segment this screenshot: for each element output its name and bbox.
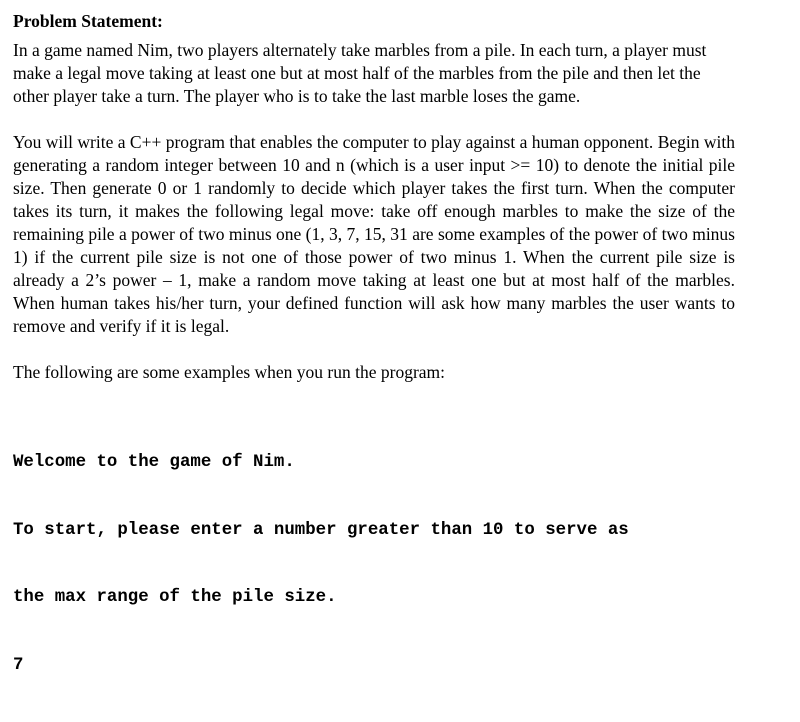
console-line-user-input: 7	[13, 655, 24, 675]
problem-statement-heading: Problem Statement:	[13, 11, 163, 31]
document-body	[13, 10, 735, 722]
console-line-welcome: Welcome to the game of Nim.	[13, 453, 295, 472]
intro-paragraph: In a game named Nim, two players alternately take marbles from a pile. In each turn, a player must make a legal move taking at least one but at most half of the marbles from the pile and then let the other player take a turn. The player who is to take the last marble loses the game.	[13, 40, 707, 106]
console-line-prompt-cont: the max range of the pile size.	[13, 588, 337, 607]
console-output-block	[13, 407, 735, 722]
task-paragraph: You will write a C++ program that enables the computer to play against a human opponent. Begin with generating a random integer between 10 and n (which is a user input >= 10) to denote the initial pile size. Then generate 0 or 1 randomly to decide which player takes the first turn. When the computer takes its turn, it makes the following legal move: take off enough marbles to make the size of the remaining pile a power of two minus one (1, 3, 7, 15, 31 are some examples of the power of two minus 1) if the current pile size is not one of those power of two minus 1. When the current pile size is already a 2’s power – 1, make a random move taking at least one but at most half of the marbles. When human takes his/her turn, your defined function will ask how many marbles the user wants to remove and verify if it is legal.	[13, 132, 735, 336]
console-line-prompt: To start, please enter a number greater than 10 to serve as	[13, 520, 629, 540]
examples-intro-paragraph: The following are some examples when you run the program:	[13, 362, 446, 382]
